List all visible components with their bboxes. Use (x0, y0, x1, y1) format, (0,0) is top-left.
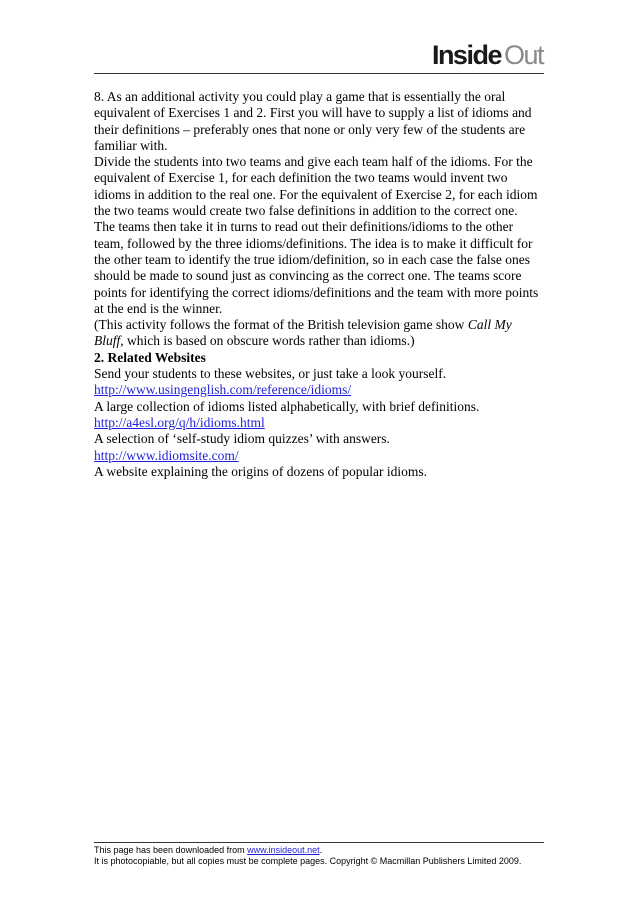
website-link-2[interactable] (94, 415, 544, 431)
footer-line-1 (94, 845, 544, 856)
footer-download-text: This page has been downloaded from (94, 845, 248, 855)
website-link-1[interactable] (94, 382, 544, 398)
activity-paragraph-2: Divide the students into two teams and give each team half of the idioms. For the equivalent of Exercise 1, for each definition the two teams would invent two idioms in addition to the real one. For the equivalent of Exercise 2, for each idiom the two teams would create two false definitions in addition to the correct one. (94, 154, 538, 219)
footer-period: . (319, 845, 323, 855)
activity-p4-text-after: , which is based on obscure words rather than idioms.) (120, 333, 415, 349)
related-websites-intro: Send your students to these websites, or just take a look yourself. (94, 366, 447, 382)
website-link-3[interactable] (94, 448, 544, 464)
website-url-1[interactable]: http://www.usingenglish.com/reference/idioms/ (94, 382, 352, 398)
activity-paragraph-4 (94, 317, 544, 350)
logo-inside-text: Inside (431, 40, 501, 70)
website-url-2[interactable]: http://a4esl.org/q/h/idioms.html (94, 414, 265, 430)
footer-insideout-link[interactable]: www.insideout.net (247, 845, 320, 855)
page-content (94, 89, 544, 480)
website-url-3[interactable]: http://www.idiomsite.com/ (94, 447, 239, 463)
footer-copyright: It is photocopiable, but all copies must be complete pages. Copyright © Macmillan Publishers Limited 2009. (94, 856, 522, 866)
activity-p4-text-before: (This activity follows the format of the British television game show (94, 317, 468, 333)
page-footer (94, 845, 544, 867)
activity-paragraph-1: 8. As an additional activity you could play a game that is essentially the oral equivalent of Exercises 1 and 2. First you will have to supply a list of idioms and their definitions – preferably ones that none or only very few of the students are familiar with. (94, 89, 532, 153)
call-my-bluff-title: Call My Bluff (94, 317, 512, 349)
insideout-logo (432, 42, 543, 69)
website-desc-1: A large collection of idioms listed alphabetically, with brief definitions. (94, 398, 480, 414)
header-rule (94, 73, 544, 74)
related-websites-heading: 2. Related Websites (94, 349, 206, 365)
logo-out-text: Out (503, 40, 543, 70)
website-desc-3: A website explaining the origins of dozens of popular idioms. (94, 463, 427, 479)
activity-paragraph-3: The teams then take it in turns to read out their definitions/idioms to the other team, followed by the three idioms/definitions. The idea is to make it difficult for the other team to identify the true idiom/definition, so in each case the false ones should be made to sound just as convincing as the correct one. The teams score points for identifying the correct idioms/definitions and the team with more points at the end is the winner. (94, 219, 539, 316)
footer-rule (94, 842, 544, 843)
website-desc-2: A selection of ‘self-study idiom quizzes’ with answers. (94, 431, 390, 447)
